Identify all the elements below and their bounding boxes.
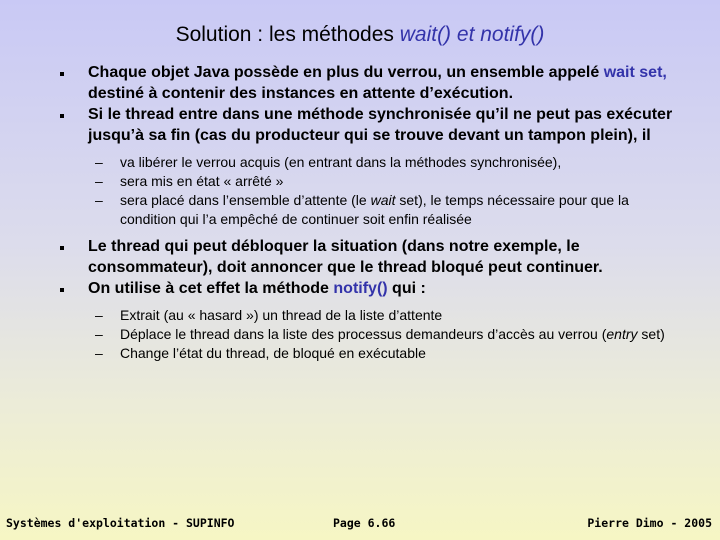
- bullet-unblock: [56, 236, 676, 278]
- sub-item-text: Extrait (au « hasard ») un thread de la liste d’attente: [120, 307, 443, 323]
- dash-marker: –: [95, 173, 103, 189]
- bullet-marker: [60, 246, 64, 250]
- bullet-text: On utilise à cet effet la méthode: [88, 280, 334, 297]
- dash-marker: –: [95, 326, 103, 342]
- bullet-text: Si le thread entre dans une méthode synchronisée qu’il ne peut pas exécuter jusqu’à sa fin (cas du producteur qui se trouve devant un tampon plein), il: [88, 106, 673, 144]
- slide-content: [56, 62, 676, 370]
- dash-marker: –: [95, 307, 103, 323]
- sub-item-text: set), le temps nécessaire pour que la condition qui l’a empêché de continuer soit enfin réalisée: [120, 192, 629, 227]
- sub-item: [95, 306, 676, 325]
- sub-item-text: set): [637, 326, 665, 342]
- sub-item: [95, 344, 676, 363]
- sub-item-text: Déplace le thread dans la liste des processus demandeurs d’accès au verrou (: [120, 326, 607, 342]
- sub-item-emphasis: entry: [606, 326, 638, 342]
- sub-item-text: sera placé dans l’ensemble d’attente (le: [120, 192, 371, 208]
- slide-footer: [0, 516, 720, 532]
- highlight-notify: notify(): [333, 280, 388, 297]
- sub-item: [95, 153, 676, 172]
- sub-list-wait: [56, 153, 676, 229]
- highlight-wait-set: wait set,: [603, 64, 667, 81]
- sub-item-text: sera mis en état « arrêté »: [120, 173, 284, 189]
- title-accent: wait() et notify(): [399, 23, 545, 46]
- footer-page-number: Page 6.66: [333, 516, 396, 530]
- bullet-thread-enters: [56, 104, 676, 146]
- bullet-text: Chaque objet Java possède en plus du verrou, un ensemble appelé: [88, 64, 604, 81]
- sub-list-notify: [56, 306, 676, 363]
- sub-item-emphasis: wait: [370, 192, 396, 208]
- sub-item: [95, 172, 676, 191]
- bullet-marker: [60, 72, 64, 76]
- bullet-notify: [56, 278, 676, 299]
- sub-item-text: va libérer le verrou acquis (en entrant dans la méthodes synchronisée),: [120, 154, 562, 170]
- bullet-marker: [60, 114, 64, 118]
- sub-item: [95, 191, 676, 229]
- bullet-wait-set: [56, 62, 676, 104]
- dash-marker: –: [95, 192, 103, 208]
- bullet-text: destiné à contenir des instances en attente d’exécution.: [88, 85, 514, 102]
- sub-item: [95, 325, 676, 344]
- bullet-text: Le thread qui peut débloquer la situation (dans notre exemple, le consommateur), doit annoncer que le thread bloqué peut continuer.: [88, 238, 603, 276]
- dash-marker: –: [95, 154, 103, 170]
- sub-item-text: Change l’état du thread, de bloqué en exécutable: [120, 345, 426, 361]
- slide-title: [0, 22, 720, 48]
- bullet-marker: [60, 288, 64, 292]
- dash-marker: –: [95, 345, 103, 361]
- title-prefix: Solution : les méthodes: [175, 23, 400, 46]
- bullet-text: qui :: [387, 280, 426, 297]
- footer-course: Systèmes d'exploitation - SUPINFO: [6, 516, 235, 530]
- footer-author: Pierre Dimo - 2005: [587, 516, 712, 530]
